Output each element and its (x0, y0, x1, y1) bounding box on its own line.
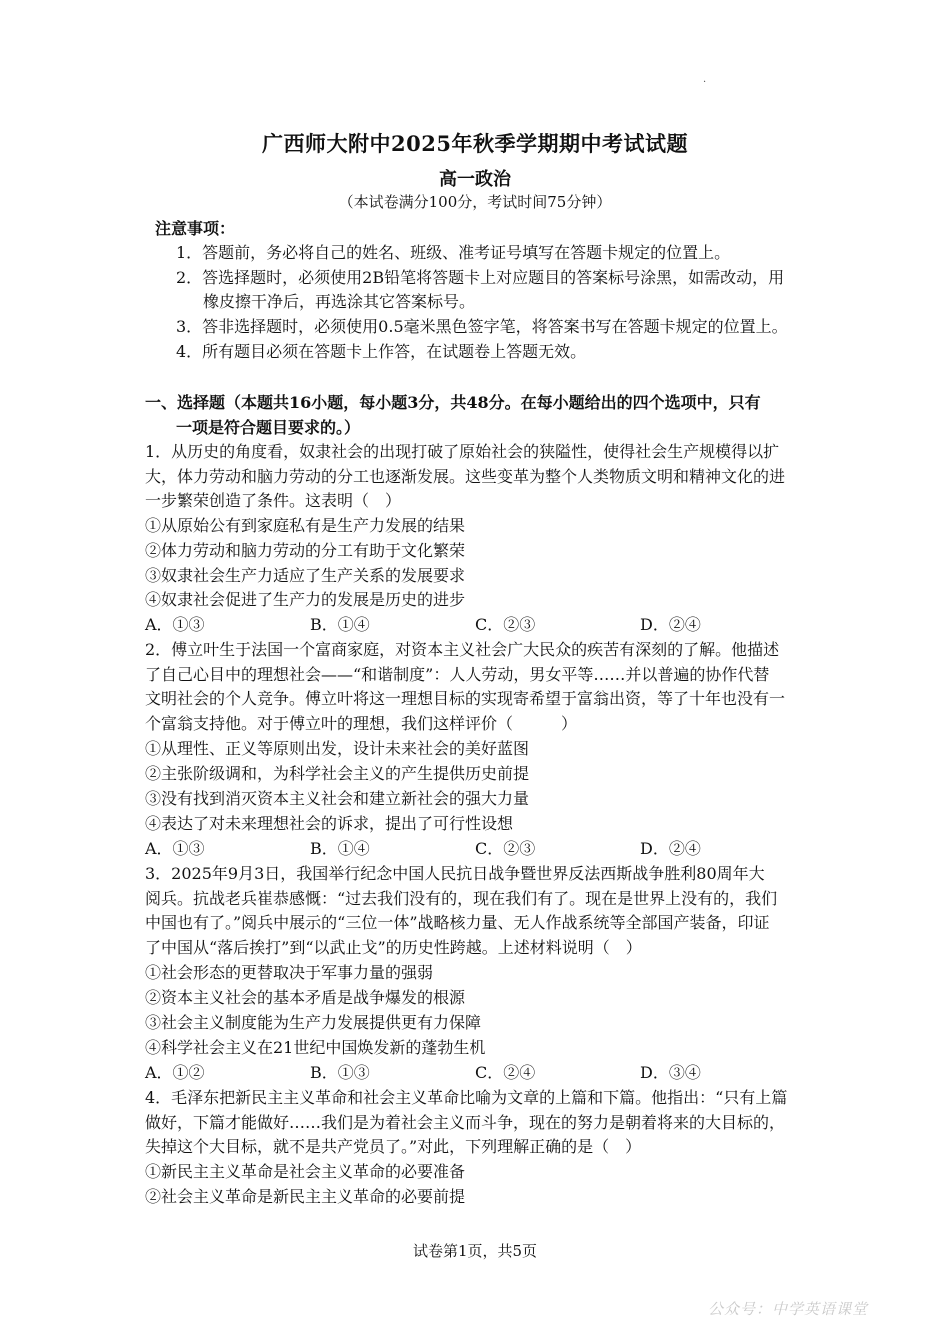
question-4-stem: 4．毛泽东把新民主主义革命和社会主义革命比喻为文章的上篇和下篇。他指出：“只有上篇 (145, 1088, 788, 1107)
notes-heading: 注意事项： (155, 219, 236, 238)
question-4-stem: 失掉这个大目标，就不是共产党员了。”对此，下列理解正确的是（ ） (145, 1137, 642, 1156)
question-4-stem: 做好，下篇才能做好……我们是为着社会主义而斗争，现在的努力是朝着将来的大目标的， (145, 1113, 786, 1132)
question-3-stem: 中国也有了。”阅兵中展示的“三位一体”战略核力量、无人作战系统等全部国产装备，印证 (145, 913, 770, 932)
notes-line: 4．所有题目必须在答题卡上作答，在试题卷上答题无效。 (176, 342, 587, 361)
question-1-item: ①从原始公有到家庭私有是生产力发展的结果 (145, 516, 466, 535)
watermark: 公众号：中学英语课堂 (708, 1300, 869, 1318)
question-2-item: ③没有找到消灭资本主义社会和建立新社会的强大力量 (145, 789, 530, 808)
question-1-stem: 大，体力劳动和脑力劳动的分工也逐渐发展。这些变革为整个人类物质文明和精神文化的进 (145, 467, 786, 486)
question-1-stem: 1．从历史的角度看，奴隶社会的出现打破了原始社会的狭隘性，使得社会生产规模得以扩 (145, 442, 780, 461)
question-1-option-c: C．②③ (475, 615, 536, 634)
question-2-stem: 个富翁支持他。对于傅立叶的理想，我们这样评价（ ） (145, 714, 578, 733)
question-2-item: ②主张阶级调和，为科学社会主义的产生提供历史前提 (145, 764, 530, 783)
question-1-stem: 一步繁荣创造了条件。这表明（ ） (145, 491, 402, 510)
question-3-stem: 了中国从“落后挨打”到“以武止戈”的历史性跨越。上述材料说明（ ） (145, 938, 642, 957)
section-heading: 一、选择题（本题共16小题，每小题3分，共48分。在每小题给出的四个选项中，只有 (145, 393, 761, 412)
question-2-stem: 文明社会的个人竞争。傅立叶将这一理想目标的实现寄希望于富翁出资，等了十年也没有一 (145, 689, 786, 708)
question-2-item: ④表达了对未来理想社会的诉求，提出了可行性设想 (145, 814, 514, 833)
section-heading: 一项是符合题目要求的。） (176, 418, 361, 437)
question-3-option-b: B．①③ (310, 1063, 370, 1082)
notes-line: 1．答题前，务必将自己的姓名、班级、准考证号填写在答题卡规定的位置上。 (176, 243, 731, 262)
question-1-item: ③奴隶社会生产力适应了生产关系的发展要求 (145, 566, 466, 585)
question-1-option-b: B．①④ (310, 615, 370, 634)
notes-line: 3．答非选择题时，必须使用0.5毫米黑色签字笔，将答案书写在答题卡规定的位置上。 (176, 317, 788, 336)
question-3-item: ①社会形态的更替取决于军事力量的强弱 (145, 963, 434, 982)
question-1-option-d: D．②④ (640, 615, 701, 634)
question-4-item: ②社会主义革命是新民主主义革命的必要前提 (145, 1187, 466, 1206)
question-3-item: ②资本主义社会的基本矛盾是战争爆发的根源 (145, 988, 466, 1007)
question-1-item: ④奴隶社会促进了生产力的发展是历史的进步 (145, 590, 466, 609)
question-3-stem: 3．2025年9月3日，我国举行纪念中国人民抗日战争暨世界反法西斯战争胜利80周年大 (145, 864, 765, 883)
corner-mark: · (703, 77, 707, 88)
question-3-stem: 阅兵。抗战老兵崔恭感慨：“过去我们没有的，现在我们有了。现在是世界上没有的，我们 (145, 889, 778, 908)
question-3-item: ④科学社会主义在21世纪中国焕发新的蓬勃生机 (145, 1038, 486, 1057)
question-2-item: ①从理性、正义等原则出发，设计未来社会的美好蓝图 (145, 739, 530, 758)
exam-info: （本试卷满分100分，考试时间75分钟） (338, 193, 612, 211)
question-1-item: ②体力劳动和脑力劳动的分工有助于文化繁荣 (145, 541, 466, 560)
question-2-option-a: A．①③ (145, 839, 205, 858)
question-3-item: ③社会主义制度能为生产力发展提供更有力保障 (145, 1013, 482, 1032)
notes-line: 橡皮擦干净后，再选涂其它答案标号。 (203, 292, 476, 311)
question-3-option-c: C．②④ (475, 1063, 536, 1082)
question-2-option-b: B．①④ (310, 839, 370, 858)
question-2-stem: 2．傅立叶生于法国一个富商家庭，对资本主义社会广大民众的疾苦有深刻的了解。他描述 (145, 640, 780, 659)
question-4-item: ①新民主主义革命是社会主义革命的必要准备 (145, 1162, 466, 1181)
question-2-stem: 了自己心目中的理想社会——“和谐制度”：人人劳动，男女平等……并以普遍的协作代替 (145, 665, 770, 684)
question-3-option-d: D．③④ (640, 1063, 701, 1082)
notes-line: 2．答选择题时，必须使用2B铅笔将答题卡上对应题目的答案标号涂黑，如需改动，用 (176, 268, 785, 287)
exam-title: 广西师大附中2025年秋季学期期中考试试题 (262, 131, 688, 156)
page-number: 试卷第1页，共5页 (412, 1242, 538, 1260)
question-2-option-c: C．②③ (475, 839, 536, 858)
question-1-option-a: A．①③ (145, 615, 205, 634)
exam-subject: 高一政治 (439, 169, 511, 190)
question-2-option-d: D．②④ (640, 839, 701, 858)
question-3-option-a: A．①② (145, 1063, 205, 1082)
